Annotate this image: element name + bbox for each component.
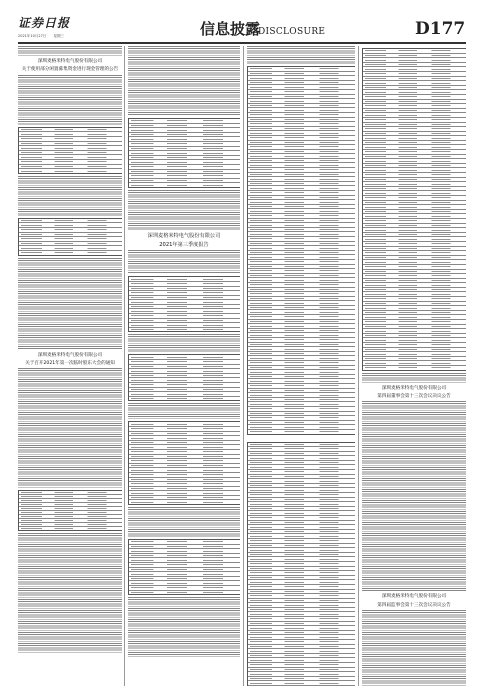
body-text	[128, 597, 240, 657]
column-divider	[243, 46, 244, 686]
body-text	[18, 176, 122, 216]
data-table	[18, 218, 122, 256]
financial-table	[128, 539, 240, 595]
section-title-en: DISCLOSURE	[258, 27, 326, 37]
edition-date: 2021年10月27日	[18, 34, 47, 38]
body-text	[128, 190, 240, 230]
data-table	[128, 118, 240, 188]
body-text	[362, 610, 466, 686]
report-title: 2021年第三季度报告	[159, 242, 209, 249]
body-text	[128, 334, 240, 352]
data-table	[18, 490, 122, 531]
body-text	[18, 533, 122, 653]
report-company: 深圳麦格米特电气股份有限公司	[147, 232, 221, 239]
body-text	[247, 46, 355, 64]
cash-flow-table	[362, 48, 466, 371]
column-divider	[124, 46, 125, 686]
announcement-title: 第四届监事会第十三次会议决议公告	[377, 602, 451, 608]
body-text	[18, 258, 122, 350]
body-text	[362, 373, 466, 383]
body-text	[128, 507, 240, 537]
newspaper-logo: 证券日报	[18, 16, 71, 30]
column-2	[128, 46, 240, 686]
data-table	[18, 127, 122, 174]
body-text	[18, 368, 122, 488]
column-1	[18, 46, 122, 686]
body-text	[18, 46, 122, 56]
edition-weekday: 星期三	[53, 34, 64, 38]
column-divider	[358, 46, 359, 686]
announcement-title: 关于召开2021年第一次临时股东大会的通知	[25, 360, 115, 366]
masthead	[0, 0, 484, 44]
financial-table	[128, 276, 240, 332]
income-statement-table	[247, 442, 355, 687]
body-text	[18, 75, 122, 125]
financial-table	[128, 421, 240, 505]
edition-meta	[18, 34, 70, 39]
section-title: 信息披露	[200, 20, 261, 38]
announcement-title: 第四届董事会第十三次会议决议公告	[377, 393, 451, 399]
announcement-company: 深圳麦格米特电气股份有限公司	[381, 594, 447, 600]
announcement-company: 深圳麦格米特电气股份有限公司	[381, 385, 447, 391]
column-3	[247, 46, 355, 686]
page-number: D177	[415, 19, 466, 39]
column-4	[362, 46, 466, 686]
announcement-title: 关于使用部分闲置募集资金进行现金管理的公告	[21, 67, 119, 73]
balance-sheet-table	[247, 66, 355, 435]
body-text	[128, 403, 240, 419]
body-text	[362, 401, 466, 591]
announcement-company: 深圳麦格米特电气股份有限公司	[37, 352, 103, 358]
body-text	[128, 46, 240, 116]
announcement-company: 深圳麦格米特电气股份有限公司	[37, 59, 103, 64]
body-text	[128, 250, 240, 274]
financial-table	[128, 354, 240, 401]
header-rule	[18, 42, 466, 44]
